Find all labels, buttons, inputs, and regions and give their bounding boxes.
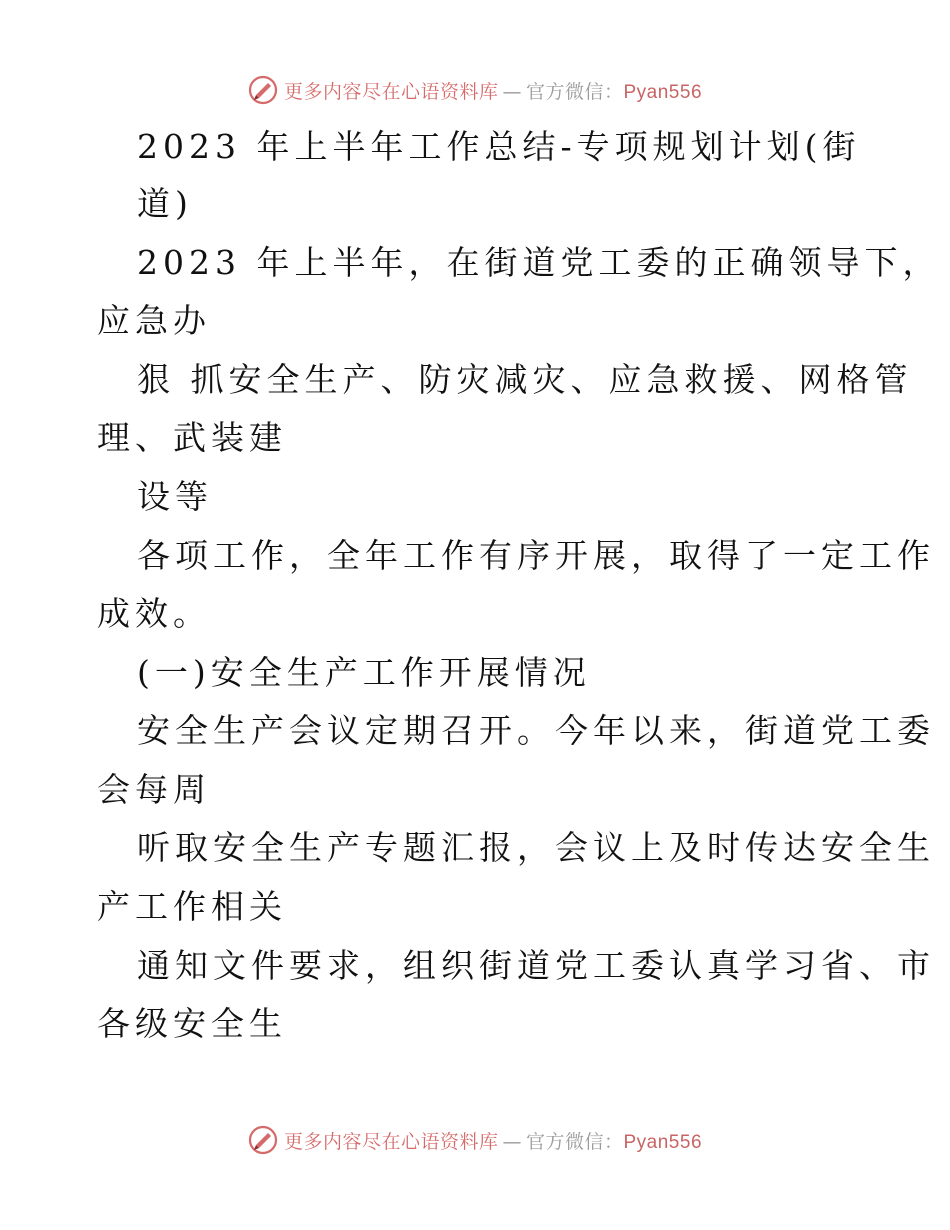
section-heading: (一)安全生产工作开展情况 — [137, 653, 591, 692]
paragraph-line: 理、武装建 — [97, 418, 287, 457]
paragraph-line: 2023 年上半年，在街道党工委的正确领导下， — [137, 243, 941, 282]
footer-watermark — [0, 1122, 950, 1158]
paragraph-line: 产工作相关 — [97, 887, 287, 926]
paragraph-line: 各项工作，全年工作有序开展，取得了一定工作 — [137, 536, 935, 575]
paragraph-line: 通知文件要求，组织街道党工委认真学习省、市 — [137, 946, 935, 985]
doc-title-line-2: 道) — [137, 184, 193, 223]
header-watermark — [0, 72, 950, 108]
watermark-main: 更多内容尽在心语资料库 — [283, 1130, 499, 1153]
watermark-separator: — — [502, 80, 522, 103]
paragraph-line: 成效。 — [97, 594, 211, 633]
paragraph-line: 设等 — [137, 477, 213, 516]
watermark-main: 更多内容尽在心语资料库 — [283, 80, 499, 103]
paragraph-line: 安全生产会议定期召开。今年以来，街道党工委 — [137, 711, 935, 750]
watermark-text — [284, 77, 702, 104]
logo-icon — [248, 1125, 278, 1155]
paragraph-line: 听取安全生产专题汇报，会议上及时传达安全生 — [137, 828, 935, 867]
logo-icon — [248, 75, 278, 105]
watermark-id: Pyan556 — [623, 1131, 703, 1153]
paragraph-line: 狠 抓安全生产、防灾减灾、应急救援、网格管 — [137, 360, 913, 399]
paragraph-line: 应急办 — [97, 301, 211, 340]
watermark-id: Pyan556 — [623, 81, 703, 103]
doc-title-line-1: 2023 年上半年工作总结-专项规划计划(街 — [137, 127, 861, 166]
paragraph-line: 各级安全生 — [97, 1004, 287, 1043]
watermark-separator: — — [502, 1130, 522, 1153]
watermark-text — [284, 1127, 702, 1154]
watermark-wechat-label: 官方微信： — [525, 80, 624, 103]
watermark-wechat-label: 官方微信： — [525, 1130, 624, 1153]
paragraph-line: 会每周 — [97, 770, 211, 809]
